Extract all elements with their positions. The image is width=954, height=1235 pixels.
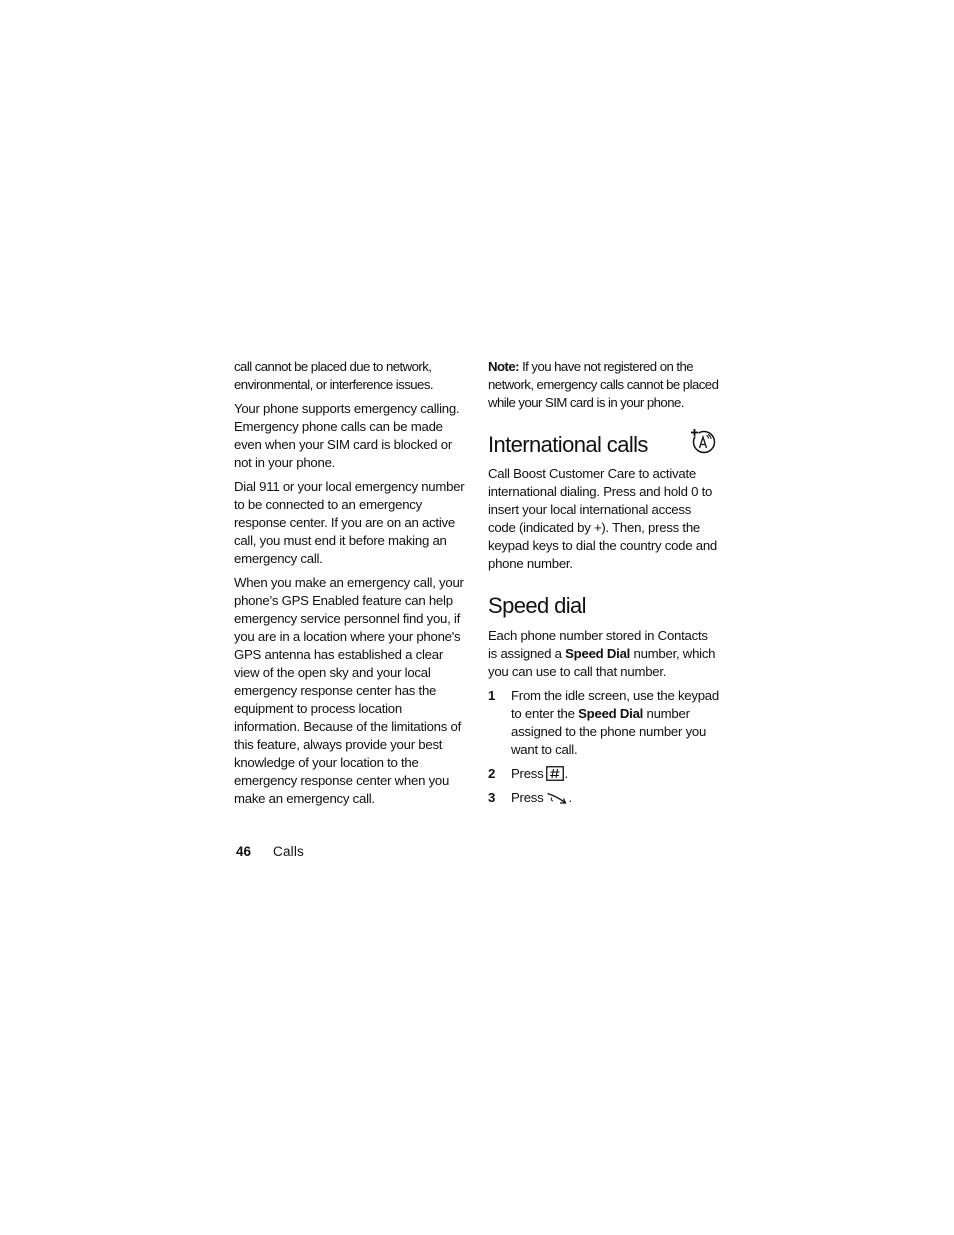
step-number: 3 (488, 790, 496, 805)
international-calls-heading: International calls (488, 432, 648, 457)
step-number: 1 (488, 688, 496, 703)
speed-dial-heading: Speed dial (488, 593, 586, 618)
note-label: Note: (488, 359, 519, 374)
step-text-end: . (564, 766, 568, 781)
pound-key-icon (546, 766, 564, 781)
note-paragraph (488, 358, 720, 412)
speed-dial-intro-text-end: number, which you can use to call that number. (488, 646, 716, 679)
left-column (234, 358, 466, 814)
step-text-end: number assigned to the phone number you want to call. (511, 706, 707, 757)
international-calls-heading-row (488, 432, 720, 458)
paragraph-emergency-support: Your phone supports emergency calling. Emergency phone calls can be made even when your SIM card is blocked or not in your phone. (234, 401, 460, 470)
paragraph-gps-enabled: When you make an emergency call, your phone’s GPS Enabled feature can help emergency service personnel find you, if you are in a location where your phone's GPS antenna has established a clear view of the open sky and your local emergency response center has the equipment to process location information. Because of the limitations of this feature, always provide your best knowledge of your location to the emergency response center when you make an emergency call. (234, 575, 464, 806)
speed-dial-steps (488, 687, 720, 807)
step-text: Press (511, 790, 544, 805)
note-text: If you have not registered on the network, emergency calls cannot be placed while your SIM card is in your phone. (488, 359, 719, 410)
paragraph-network-issues: call cannot be placed due to network, environmental, or interference issues. (234, 359, 433, 392)
page-number: 46 (236, 844, 252, 859)
speed-dial-intro-text: Each phone number stored in Contacts is assigned a (488, 628, 708, 661)
network-feature-icon (690, 428, 716, 454)
step-item (488, 687, 720, 759)
send-key-icon (546, 791, 568, 805)
step-text: From the idle screen, use the keypad to enter the (511, 688, 719, 721)
step-item (488, 789, 720, 807)
step-term: Speed Dial (578, 706, 644, 721)
speed-dial-term: Speed Dial (565, 646, 631, 661)
section-name: Calls (273, 844, 305, 859)
right-column (488, 358, 720, 813)
speed-dial-intro (488, 627, 720, 681)
international-calls-text: Call Boost Customer Care to activate international dialing. Press and hold 0 to insert your local international access code (indicated by +). Then, press the keypad keys to dial the country code and phone number. (488, 466, 717, 571)
step-text-end: . (568, 790, 572, 805)
page-footer (236, 843, 304, 861)
step-number: 2 (488, 766, 496, 781)
paragraph-dial-911: Dial 911 or your local emergency number to be connected to an emergency response center. If you are on an active call, you must end it before making an emergency call. (234, 479, 465, 566)
step-item (488, 765, 720, 783)
step-text: Press (511, 766, 544, 781)
